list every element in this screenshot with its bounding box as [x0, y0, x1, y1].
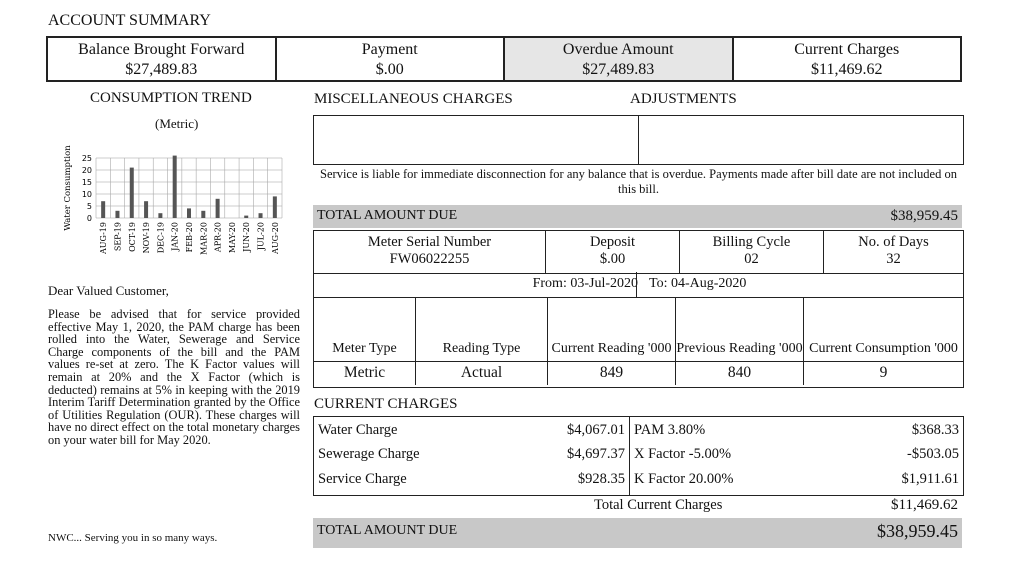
period-from: From: 03-Jul-2020 — [532, 276, 638, 291]
chart-bar — [244, 216, 248, 218]
chart-bar — [144, 201, 148, 218]
charge-amount: $1,911.61 — [901, 471, 959, 487]
charge-label: Water Charge — [318, 422, 398, 438]
tagline: NWC... Serving you in so many ways. — [48, 532, 218, 544]
charge-label: Sewerage Charge — [318, 446, 420, 462]
total-amount-due-band — [313, 205, 962, 228]
meter-info-label: No. of Days — [858, 234, 929, 250]
summary-value: $11,469.62 — [811, 61, 883, 78]
charge-amount: -$503.05 — [907, 446, 959, 462]
total-due-label: TOTAL AMOUNT DUE — [317, 208, 458, 223]
y-tick-label: 20 — [81, 166, 92, 175]
total-current-charges-value: $11,469.62 — [891, 497, 958, 513]
chart-bar — [130, 168, 134, 218]
readings-value: Metric — [314, 361, 416, 385]
charges-left-column — [314, 417, 630, 495]
chart-bar — [259, 213, 263, 218]
meter-info-table — [313, 230, 964, 274]
x-tick-label: AUG-19 — [99, 222, 109, 254]
meter-info-label: Deposit — [589, 234, 636, 250]
y-tick-label: 10 — [81, 190, 92, 199]
summary-label: Overdue Amount — [562, 41, 674, 58]
payment-cell — [277, 38, 506, 80]
chart-bar — [158, 213, 162, 218]
y-tick-label: 25 — [81, 154, 92, 163]
meter-serial-cell — [314, 231, 546, 273]
readings-header: Previous Reading '000 — [676, 297, 804, 361]
charge-amount: $928.35 — [577, 471, 625, 487]
billing-period-row — [313, 272, 964, 298]
readings-value: Actual — [416, 361, 548, 385]
x-tick-label: NOV-19 — [142, 222, 152, 254]
balance-brought-forward-cell — [48, 38, 277, 80]
chart-bar — [273, 196, 277, 218]
consumption-chart — [60, 140, 290, 280]
readings-value: 9 — [804, 361, 963, 385]
current-charges-table — [313, 416, 964, 496]
y-tick-label: 5 — [86, 202, 92, 211]
total-due-value: $38,959.45 — [890, 208, 958, 224]
total-due-value: $38,959.45 — [877, 521, 958, 541]
period-divider — [636, 272, 637, 297]
total-current-charges-row — [313, 496, 962, 516]
x-tick-label: DEC-19 — [156, 222, 166, 254]
readings-value: 849 — [548, 361, 676, 385]
misc-adjustments-box — [313, 115, 964, 165]
readings-header: Meter Type — [314, 297, 416, 361]
consumption-trend-subtitle: (Metric) — [155, 116, 199, 131]
x-tick-label: JAN-20 — [170, 222, 180, 251]
summary-value: $.00 — [375, 61, 404, 78]
charge-row — [314, 468, 629, 492]
meter-info-label: Billing Cycle — [712, 234, 791, 250]
consumption-trend-title: CONSUMPTION TREND — [90, 90, 252, 106]
readings-header: Current Reading '000 — [548, 297, 676, 361]
charges-right-column — [630, 417, 963, 495]
chart-bar — [115, 211, 119, 218]
x-tick-label: JUN-20 — [242, 222, 252, 252]
meter-info-label: Meter Serial Number — [367, 234, 492, 250]
meter-info-value: FW06022255 — [389, 251, 470, 267]
deposit-cell — [546, 231, 680, 273]
y-tick-label: 0 — [86, 214, 92, 223]
charge-row — [630, 443, 963, 467]
x-tick-label: MAR-20 — [199, 222, 209, 255]
charge-row — [314, 419, 629, 443]
total-amount-due-band-bottom — [313, 518, 962, 548]
x-tick-label: JUL-20 — [256, 222, 266, 251]
current-charges-cell — [734, 38, 961, 80]
period-to: To: 04-Aug-2020 — [649, 276, 747, 291]
adjustments-title: ADJUSTMENTS — [630, 91, 737, 107]
summary-label: Balance Brought Forward — [78, 41, 245, 58]
billing-cycle-cell — [680, 231, 824, 273]
letter-body: Please be advised that for service provided effective May 1, 2020, the PAM charge has been rolled into the Water, Sewerage and Service Charge components of the bill and the PAM values re-set at zero. The K Factor values will remain at 20% and the X Factor (which is deducted) remains at 5% in keeping with the 2019 Interim Tariff Determination granted by the Office of Utilities Regulation (OUR). These charges will have no direct effect on the total monetary charges on your water bill for May 2020. — [48, 307, 300, 447]
summary-value: $27,489.83 — [125, 61, 198, 78]
readings-value: 840 — [676, 361, 804, 385]
current-charges-title: CURRENT CHARGES — [314, 396, 458, 412]
overdue-amount-cell — [505, 38, 734, 80]
charge-label: Service Charge — [318, 471, 407, 487]
charge-label: X Factor -5.00% — [634, 446, 732, 462]
x-tick-label: MAY-20 — [227, 222, 237, 253]
readings-header: Current Consumption '000 — [809, 341, 958, 356]
charge-label: PAM 3.80% — [634, 422, 706, 438]
chart-bar — [216, 199, 220, 218]
disconnection-notice: Service is liable for immediate disconnection for any balance that is overdue. Payments made after bill date are not included on this bill. — [320, 167, 957, 196]
y-axis-label: Water Consumption — [63, 145, 73, 231]
summary-label: Payment — [361, 41, 418, 58]
x-tick-label: APR-20 — [213, 222, 223, 253]
meter-info-value: 02 — [744, 251, 759, 267]
x-tick-label: FEB-20 — [185, 222, 194, 253]
account-summary-title: ACCOUNT SUMMARY — [48, 12, 211, 29]
readings-header: Reading Type — [416, 297, 548, 361]
charge-row — [630, 419, 963, 443]
chart-bar — [101, 201, 105, 218]
x-tick-label: SEP-19 — [113, 222, 123, 252]
charge-row — [630, 468, 963, 492]
charge-amount: $4,067.01 — [567, 422, 625, 438]
account-summary-table — [46, 36, 962, 82]
summary-label: Current Charges — [794, 41, 900, 58]
meter-info-value: 32 — [886, 251, 901, 267]
y-tick-label: 15 — [81, 178, 92, 187]
summary-value: $27,489.83 — [582, 61, 655, 78]
chart-bar — [173, 156, 177, 218]
misc-charges-title: MISCELLANEOUS CHARGES — [314, 91, 513, 107]
misc-charges-area — [314, 116, 639, 164]
charge-row — [314, 443, 629, 467]
x-tick-label: AUG-20 — [270, 222, 280, 254]
letter-greeting: Dear Valued Customer, — [48, 283, 169, 298]
meter-readings-table — [313, 297, 964, 388]
total-current-charges-label: Total Current Charges — [594, 497, 723, 513]
charge-label: K Factor 20.00% — [634, 471, 734, 487]
chart-bar — [187, 208, 191, 218]
total-due-label: TOTAL AMOUNT DUE — [317, 523, 458, 538]
charge-amount: $368.33 — [911, 422, 959, 438]
chart-bar — [201, 211, 205, 218]
x-tick-label: OCT-19 — [127, 222, 137, 252]
meter-info-value: $.00 — [599, 251, 626, 267]
charge-amount: $4,697.37 — [567, 446, 625, 462]
no-of-days-cell — [824, 231, 963, 273]
adjustments-area — [639, 116, 963, 164]
